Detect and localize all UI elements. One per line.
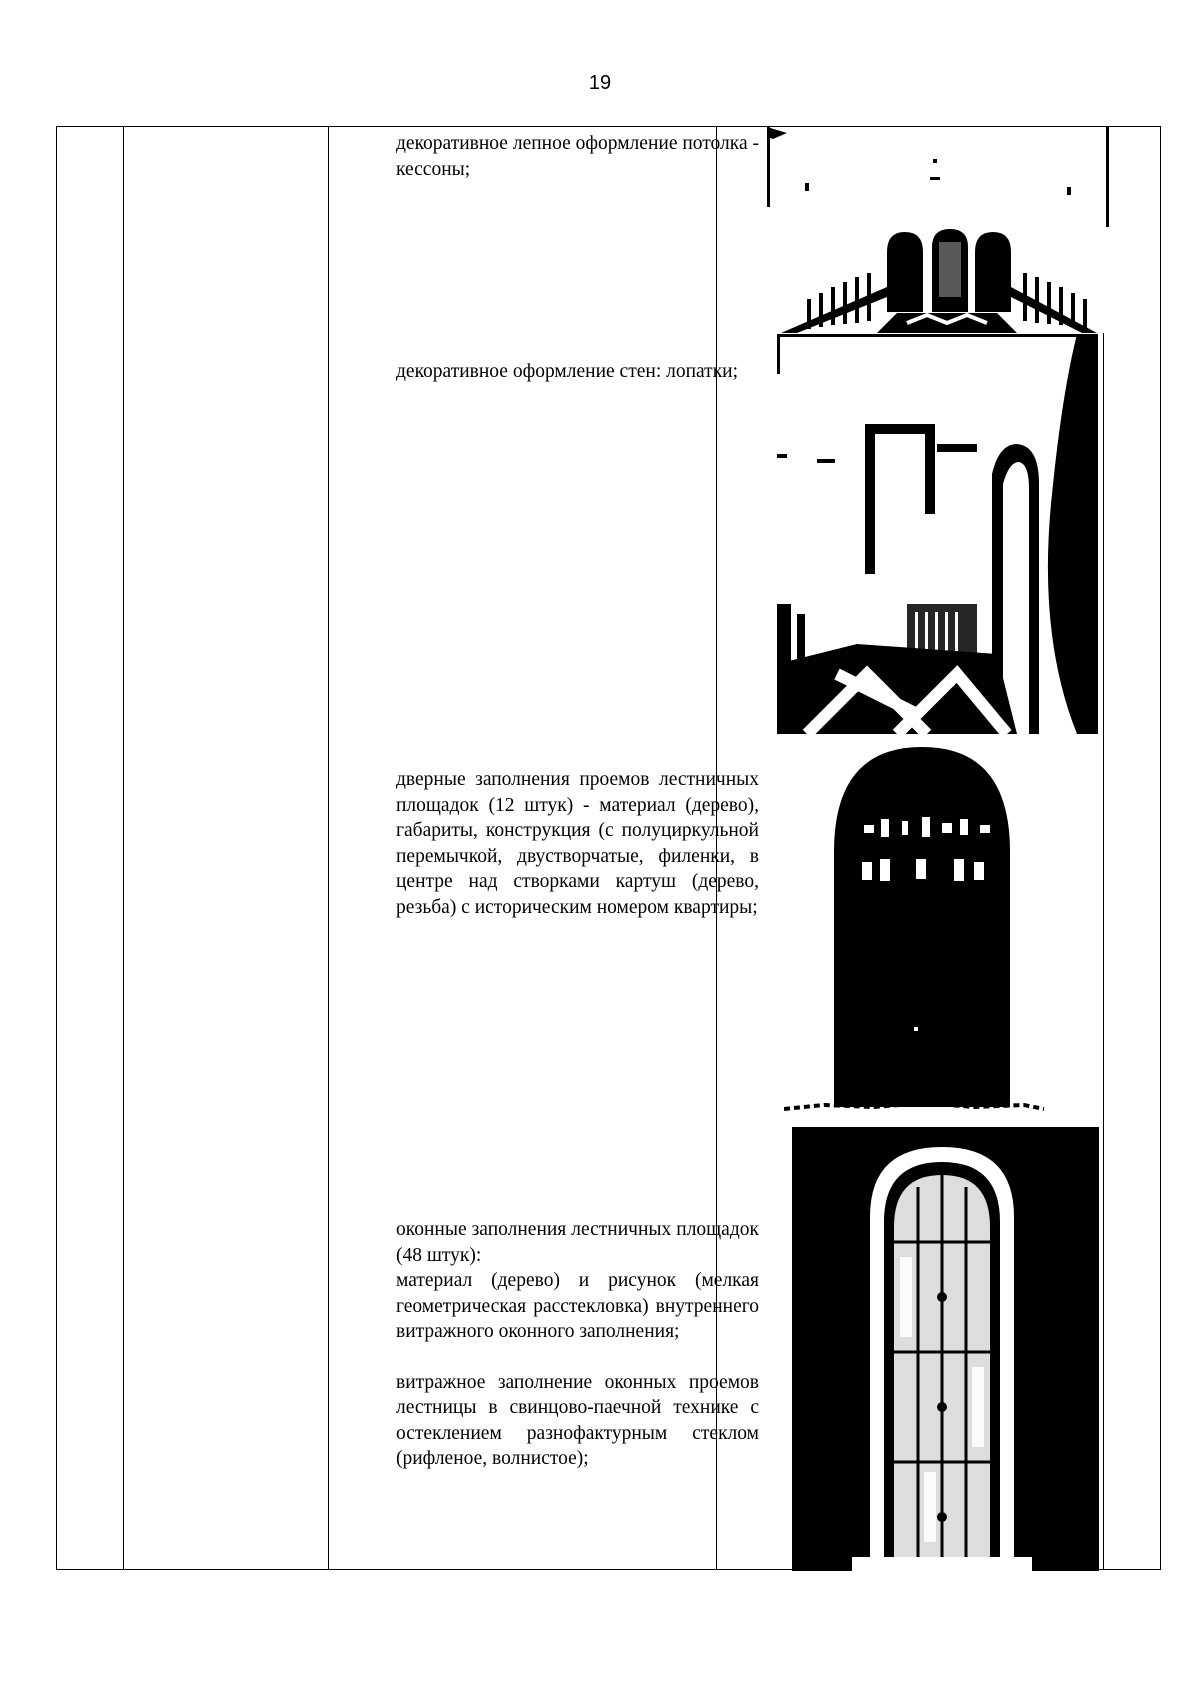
page-number: 19 [588,72,612,94]
description-paragraph: материал (дерево) и рисунок (мелкая геометрическая расстекловка) внутреннего витражного оконного заполнения; [396,1270,759,1342]
description-paragraph: декоративное лепное оформление потолка - кессоны; [396,133,759,180]
description-paragraph: декоративное оформление стен: лопатки; [396,361,739,382]
column-divider [123,127,124,1569]
column-divider [328,127,329,1569]
row-description [396,359,759,385]
ceiling-coffers-photo [767,127,1109,333]
description-table [56,126,1161,1570]
row-description [396,1217,759,1472]
stained-glass-window-photo [792,1127,1099,1571]
arched-door-photo [784,747,1102,1117]
description-paragraph: витражное заполнение оконных проемов лестницы в свинцово-паечной технике с остеклением разнофактурным стеклом (рифленое, волнистое); [396,1371,759,1469]
row-description [396,767,759,920]
column-divider [1103,127,1104,1569]
description-paragraph: оконные заполнения лестничных площадок (48 штук): [396,1219,759,1266]
row-description [396,131,759,182]
description-paragraph: дверные заполнения проемов лестничных площадок (12 штук) - материал (дерево), габариты, конструкция (с полуциркульной перемычкой, двустворчатые, филенки, в центре над створками картуш (дерево, резьба) с историческим номером квартиры; [396,769,759,918]
wall-pilasters-photo [777,334,1098,734]
